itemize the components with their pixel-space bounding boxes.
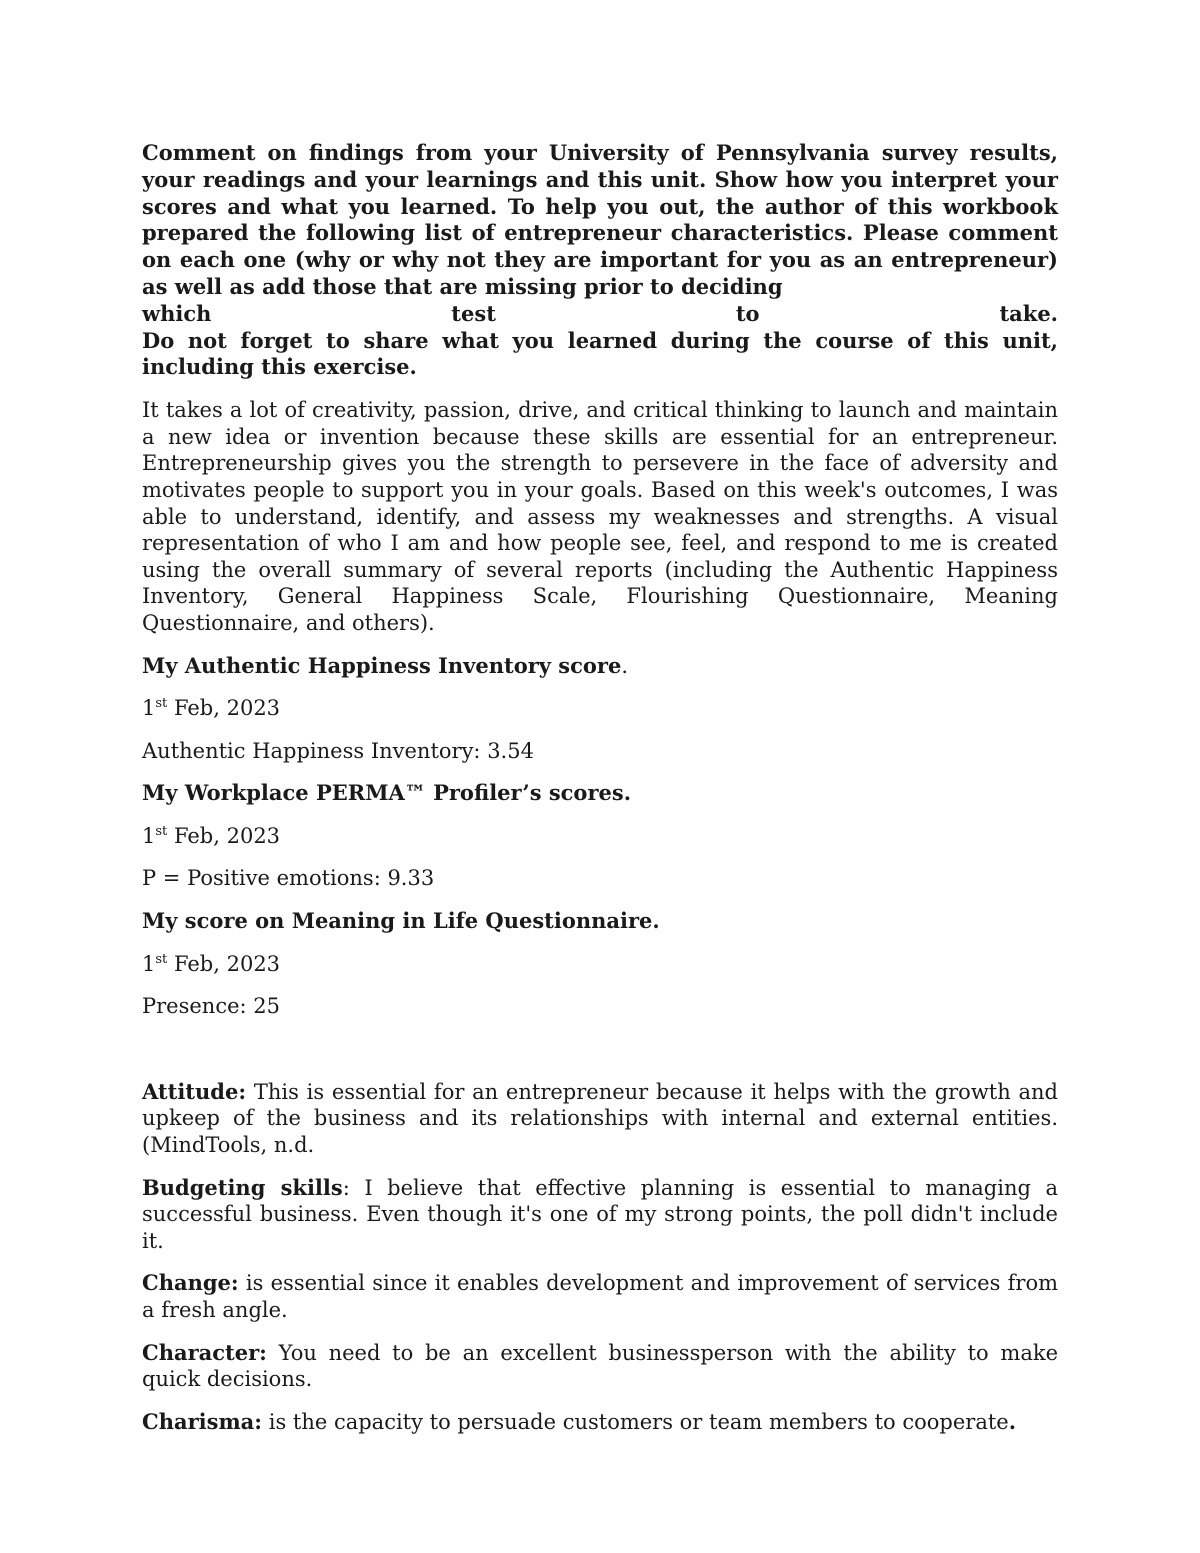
blank-line xyxy=(142,1036,1058,1079)
score-heading-perma: My Workplace PERMA™ Profiler’s scores. xyxy=(142,780,631,806)
prompt-text-end: Do not forget to share what you learned during the course of this unit, including this exercise. xyxy=(142,327,1058,380)
intro-paragraph: It takes a lot of creativity, passion, drive, and critical thinking to launch and maintain a new idea or invention because these skills are essential for an entrepreneur. Entrepreneurship gives you the strength to persevere in the face of adversity and motivates people to support you in your goals. Based on this week's outcomes, I was able to understand, identify, and assess my weaknesses and strengths. A visual representation of who I am and how people see, feel, and respond to me is created using the overall summary of several reports (including the Authentic Happiness Inventory, General Happiness Scale, Flourishing Questionnaire, Meaning Questionnaire, and others). xyxy=(142,398,1058,635)
trait-change: Change: is essential since it enables development and improvement of services from a fresh angle. xyxy=(142,1270,1058,1323)
score-heading-meaning-in-life: My score on Meaning in Life Questionnaire. xyxy=(142,908,660,934)
prompt-text-justified-line: which test to take. xyxy=(142,300,1058,326)
trait-attitude: Attitude: This is essential for an entrepreneur because it helps with the growth and upkeep of the business and its relationships with internal and external entities. (MindTools, n.d. xyxy=(142,1078,1058,1158)
score-result-meaning-in-life: Presence: 25 xyxy=(142,994,280,1019)
document-page xyxy=(142,140,1058,1451)
score-date: 1st Feb, 2023 xyxy=(142,696,281,721)
trait-budgeting-skills: Budgeting skills: I believe that effective planning is essential to managing a successful business. Even though it's one of my strong points, the poll didn't include it. xyxy=(142,1174,1058,1253)
score-result-authentic-happiness: Authentic Happiness Inventory: 3.54 xyxy=(142,738,534,763)
assignment-prompt xyxy=(142,140,1058,381)
score-date: 1st Feb, 2023 xyxy=(142,951,281,976)
score-heading-authentic-happiness: My Authentic Happiness Inventory score. xyxy=(142,652,629,678)
score-result-perma: P = Positive emotions: 9.33 xyxy=(142,866,435,891)
trait-character: Character: You need to be an excellent businessperson with the ability to make quick decisions. xyxy=(142,1339,1058,1392)
trait-charisma: Charisma: is the capacity to persuade customers or team members to cooperate. xyxy=(142,1408,1017,1434)
prompt-text-main: Comment on findings from your University of Pennsylvania survey results, your readings and your learnings and this unit. Show how you interpret your scores and what you learned. To help you out, the author of this workbook prepared the following list of entrepreneur characteristics. Please comment on each one (why or why not they are important for you as an entrepreneur) as well as add those that are missing prior to deciding xyxy=(142,140,1058,299)
score-date: 1st Feb, 2023 xyxy=(142,823,281,848)
